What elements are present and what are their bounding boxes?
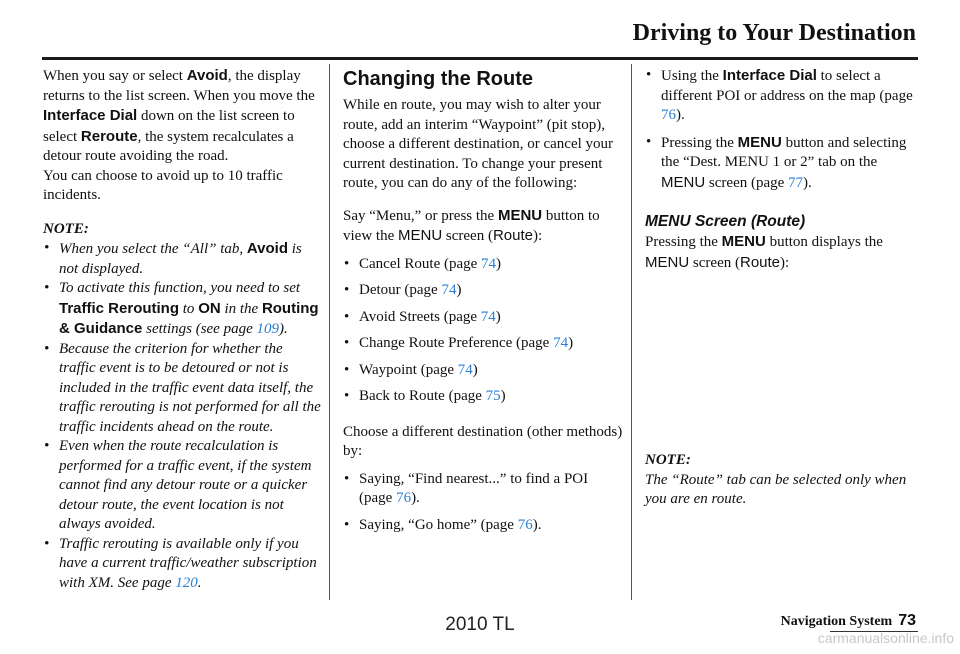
reroute-term: Reroute [80, 127, 138, 145]
watermark: carmanualsonline.info [817, 630, 954, 646]
route-option: • Cancel Route (page 74) [343, 255, 623, 275]
avoid-paragraph: When you say or select Avoid, the display returns to the list screen. When you move the Interface Dial down on the list screen to select Reroute, the system recalculates a detour route avoiding the road. [43, 67, 315, 164]
other-methods-list [645, 66, 920, 193]
traffic-limit-paragraph: You can choose to avoid up to 10 traffic incidents. [43, 167, 283, 203]
route-option: • Change Route Preference (page 74) [343, 334, 623, 354]
screen-image-placeholder [645, 273, 920, 451]
footer-section-name: Navigation System [780, 614, 893, 629]
note-item: • Traffic rerouting is available only if you have a current traffic/weather subscription with XM. See page 120. [43, 535, 321, 594]
say-menu-paragraph: Say “Menu,” or press the MENU button to view the MENU screen (Route): [343, 206, 600, 244]
page-title: Driving to Your Destination [632, 20, 916, 46]
note-item: • Even when the route recalculation is performed for a traffic event, if the system cannot find any detour route or a quicker detour route, the event location is not always avoided. [43, 437, 321, 535]
page-link[interactable]: 74 [480, 308, 496, 325]
page-link[interactable]: 74 [481, 255, 497, 272]
page-link[interactable]: 74 [441, 282, 457, 298]
destination-methods-list [343, 470, 623, 536]
page-link[interactable]: 76 [396, 490, 412, 506]
intro-paragraph: While en route, you may wish to alter your route, add an interim “Waypoint” (pit stop), choose a different destination, or cancel your current destination. To change your present route, you can do any of the following: [343, 97, 614, 191]
page-link-77[interactable]: 77 [788, 174, 804, 191]
destination-method: • Pressing the MENU button and selecting the “Dest. MENU 1 or 2” tab on the MENU screen (page 77). [645, 133, 920, 194]
menu-screen-paragraph: Pressing the MENU button displays the MENU screen (Route): [645, 233, 883, 271]
route-option: • Waypoint (page 74) [343, 361, 623, 381]
menu-button-term: MENU [497, 206, 543, 224]
page-link[interactable]: 76 [517, 516, 533, 533]
column-divider-1 [329, 64, 330, 600]
model-label: 2010 TL [445, 614, 515, 635]
page-link[interactable]: 74 [553, 335, 569, 351]
page-link-109[interactable]: 109 [256, 321, 279, 337]
note-item: • When you select the “All” tab, Avoid is not displayed. [43, 239, 321, 279]
note-list [43, 239, 321, 593]
note-item: • To activate this function, you need to set Traffic Rerouting to ON in the Routing & Guidance settings (see page 109). [43, 279, 321, 340]
route-options-list [343, 255, 623, 407]
route-option: • Back to Route (page 75) [343, 387, 623, 407]
page-link-76[interactable]: 76 [661, 107, 676, 123]
section-heading: Changing the Route [343, 68, 533, 90]
page-number: 73 [898, 612, 916, 629]
middle-column [343, 66, 623, 542]
page-link[interactable]: 74 [457, 361, 473, 378]
destination-method: • Using the Interface Dial to select a different POI or address on the map (page 76). [645, 66, 920, 126]
note-item: • Because the criterion for whether the traffic event is to be detoured or not is included in the traffic event data itself, the traffic rerouting is not performed for all the traffic incidents ahead on the route. [43, 340, 321, 438]
left-column [43, 66, 321, 593]
avoid-term: Avoid [186, 67, 228, 84]
subsection-heading: MENU Screen (Route) [645, 213, 806, 230]
destination-method: • Saying, “Find nearest...” to find a POI (page 76). [343, 470, 623, 509]
route-option: • Avoid Streets (page 74) [343, 308, 623, 328]
note-label: NOTE: [645, 452, 691, 468]
column-divider-2 [631, 64, 632, 600]
choose-destination-paragraph: Choose a different destination (other methods) by: [343, 423, 623, 459]
page-link-120[interactable]: 120 [175, 574, 198, 591]
note-label: NOTE: [43, 220, 89, 237]
header-rule [42, 57, 918, 60]
footer-page-info [781, 612, 916, 630]
destination-method: • Saying, “Go home” (page 76). [343, 516, 623, 536]
note-text: The “Route” tab can be selected only when you are en route. [645, 471, 907, 507]
right-column [645, 66, 920, 510]
page-link[interactable]: 75 [485, 388, 501, 404]
route-option: • Detour (page 74) [343, 281, 623, 301]
interface-dial-term: Interface Dial [43, 107, 138, 124]
